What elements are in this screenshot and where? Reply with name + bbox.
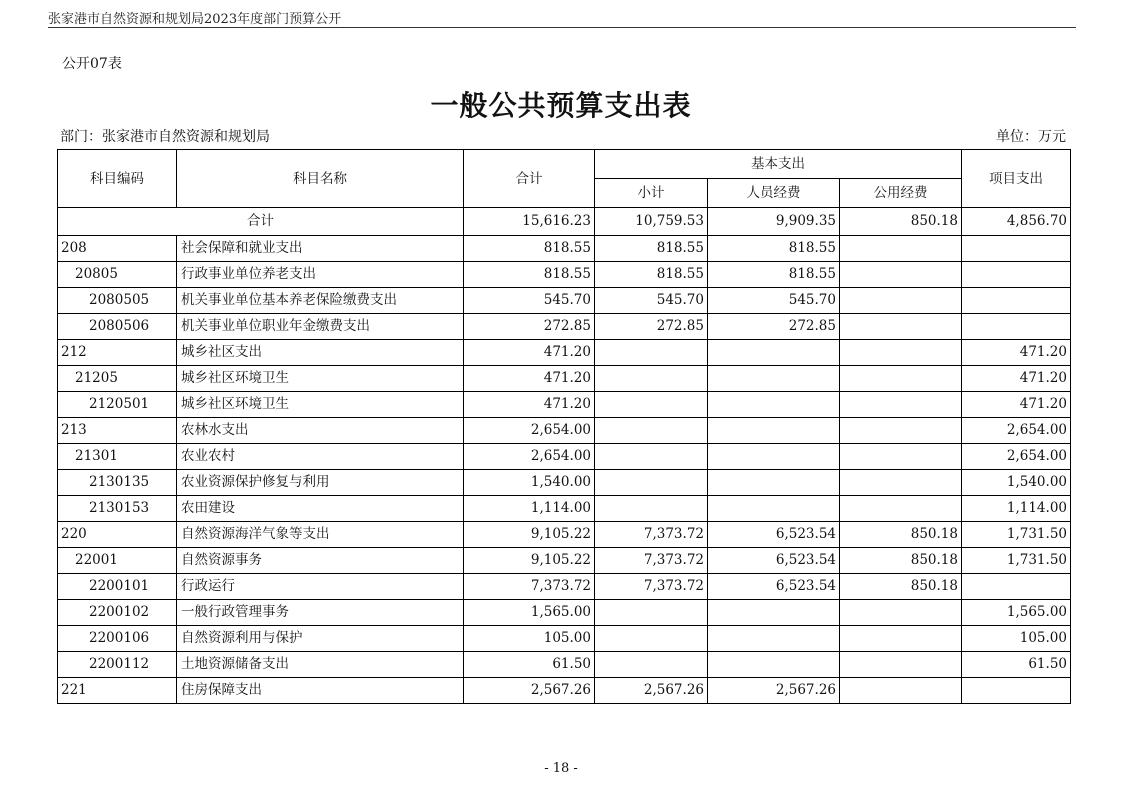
cell-total: 105.00 <box>464 626 595 652</box>
cell-personnel <box>708 470 840 496</box>
cell-total: 2,567.26 <box>464 678 595 704</box>
cell-public <box>840 262 962 288</box>
unit-label: 单位：万元 <box>996 129 1066 145</box>
cell-code: 2200106 <box>58 626 177 652</box>
cell-project: 2,654.00 <box>962 444 1071 470</box>
cell-name: 自然资源利用与保护 <box>177 626 464 652</box>
table-row <box>58 522 1071 548</box>
cell-public <box>840 652 962 678</box>
cell-code: 2200101 <box>58 574 177 600</box>
cell-project <box>962 262 1071 288</box>
cell-personnel: 6,523.54 <box>708 522 840 548</box>
totals-total: 15,616.23 <box>464 208 595 236</box>
cell-subtotal <box>595 652 708 678</box>
cell-code: 2080506 <box>58 314 177 340</box>
cell-personnel: 545.70 <box>708 288 840 314</box>
table-row <box>58 236 1071 262</box>
table-row <box>58 262 1071 288</box>
cell-personnel <box>708 340 840 366</box>
cell-name: 行政运行 <box>177 574 464 600</box>
col-header-subtotal: 小计 <box>595 179 708 208</box>
cell-name: 自然资源海洋气象等支出 <box>177 522 464 548</box>
col-header-total: 合计 <box>464 150 595 208</box>
cell-public <box>840 626 962 652</box>
cell-total: 1,540.00 <box>464 470 595 496</box>
cell-public: 850.18 <box>840 548 962 574</box>
cell-name: 住房保障支出 <box>177 678 464 704</box>
table-row <box>58 314 1071 340</box>
cell-name: 农业农村 <box>177 444 464 470</box>
cell-code: 2130135 <box>58 470 177 496</box>
cell-public <box>840 288 962 314</box>
cell-project: 471.20 <box>962 392 1071 418</box>
cell-personnel <box>708 418 840 444</box>
totals-label: 合计 <box>58 208 464 236</box>
cell-code: 2200102 <box>58 600 177 626</box>
cell-name: 社会保障和就业支出 <box>177 236 464 262</box>
cell-total: 545.70 <box>464 288 595 314</box>
cell-personnel: 6,523.54 <box>708 548 840 574</box>
cell-personnel: 818.55 <box>708 236 840 262</box>
cell-public <box>840 496 962 522</box>
cell-subtotal: 818.55 <box>595 236 708 262</box>
table-row <box>58 626 1071 652</box>
cell-code: 2080505 <box>58 288 177 314</box>
col-header-public: 公用经费 <box>840 179 962 208</box>
cell-public <box>840 444 962 470</box>
cell-subtotal: 7,373.72 <box>595 548 708 574</box>
table-row <box>58 652 1071 678</box>
cell-total: 818.55 <box>464 236 595 262</box>
cell-subtotal <box>595 496 708 522</box>
header-rule <box>48 27 1076 28</box>
cell-code: 2130153 <box>58 496 177 522</box>
page-title: 一般公共预算支出表 <box>430 89 692 122</box>
table-row <box>58 340 1071 366</box>
table-row <box>58 548 1071 574</box>
cell-project: 1,731.50 <box>962 548 1071 574</box>
cell-code: 21205 <box>58 366 177 392</box>
cell-name: 一般行政管理事务 <box>177 600 464 626</box>
cell-public <box>840 470 962 496</box>
table-row <box>58 600 1071 626</box>
cell-code: 208 <box>58 236 177 262</box>
cell-project: 105.00 <box>962 626 1071 652</box>
cell-total: 9,105.22 <box>464 548 595 574</box>
cell-subtotal <box>595 444 708 470</box>
cell-subtotal <box>595 600 708 626</box>
cell-subtotal: 2,567.26 <box>595 678 708 704</box>
cell-project: 1,731.50 <box>962 522 1071 548</box>
cell-subtotal: 272.85 <box>595 314 708 340</box>
cell-total: 61.50 <box>464 652 595 678</box>
cell-name: 自然资源事务 <box>177 548 464 574</box>
cell-personnel <box>708 626 840 652</box>
cell-total: 9,105.22 <box>464 522 595 548</box>
cell-personnel: 272.85 <box>708 314 840 340</box>
table-row <box>58 366 1071 392</box>
table-row <box>58 392 1071 418</box>
cell-code: 2120501 <box>58 392 177 418</box>
cell-subtotal: 545.70 <box>595 288 708 314</box>
cell-total: 2,654.00 <box>464 418 595 444</box>
cell-code: 213 <box>58 418 177 444</box>
cell-code: 221 <box>58 678 177 704</box>
cell-name: 机关事业单位职业年金缴费支出 <box>177 314 464 340</box>
table-row <box>58 470 1071 496</box>
table-row <box>58 678 1071 704</box>
cell-personnel <box>708 496 840 522</box>
table-row <box>58 496 1071 522</box>
cell-total: 1,114.00 <box>464 496 595 522</box>
cell-name: 城乡社区环境卫生 <box>177 392 464 418</box>
cell-name: 城乡社区支出 <box>177 340 464 366</box>
cell-public <box>840 418 962 444</box>
cell-personnel <box>708 366 840 392</box>
cell-personnel <box>708 392 840 418</box>
budget-table <box>57 149 1071 704</box>
table-row <box>58 418 1071 444</box>
cell-name: 城乡社区环境卫生 <box>177 366 464 392</box>
col-header-code: 科目编码 <box>58 150 177 208</box>
cell-name: 机关事业单位基本养老保险缴费支出 <box>177 288 464 314</box>
table-row <box>58 574 1071 600</box>
cell-name: 土地资源储备支出 <box>177 652 464 678</box>
cell-project: 2,654.00 <box>962 418 1071 444</box>
cell-public <box>840 600 962 626</box>
col-header-personnel: 人员经费 <box>708 179 840 208</box>
cell-total: 818.55 <box>464 262 595 288</box>
col-header-basic: 基本支出 <box>595 150 962 179</box>
cell-total: 2,654.00 <box>464 444 595 470</box>
cell-project <box>962 678 1071 704</box>
col-header-project: 项目支出 <box>962 150 1071 208</box>
cell-name: 农林水支出 <box>177 418 464 444</box>
cell-total: 272.85 <box>464 314 595 340</box>
cell-total: 471.20 <box>464 392 595 418</box>
cell-public: 850.18 <box>840 522 962 548</box>
cell-name: 农业资源保护修复与利用 <box>177 470 464 496</box>
cell-subtotal <box>595 366 708 392</box>
cell-project: 61.50 <box>962 652 1071 678</box>
cell-public <box>840 366 962 392</box>
table-header-row <box>58 150 1071 179</box>
cell-public <box>840 314 962 340</box>
cell-subtotal: 7,373.72 <box>595 574 708 600</box>
cell-personnel <box>708 444 840 470</box>
department-label: 部门：张家港市自然资源和规划局 <box>60 129 270 145</box>
cell-project <box>962 236 1071 262</box>
totals-public: 850.18 <box>840 208 962 236</box>
cell-public <box>840 340 962 366</box>
cell-public <box>840 678 962 704</box>
cell-project <box>962 574 1071 600</box>
cell-total: 471.20 <box>464 366 595 392</box>
cell-personnel: 818.55 <box>708 262 840 288</box>
page-number: - 18 - <box>544 761 578 776</box>
cell-project: 1,565.00 <box>962 600 1071 626</box>
cell-personnel <box>708 652 840 678</box>
cell-project: 471.20 <box>962 366 1071 392</box>
cell-subtotal: 7,373.72 <box>595 522 708 548</box>
cell-total: 7,373.72 <box>464 574 595 600</box>
cell-code: 220 <box>58 522 177 548</box>
cell-subtotal: 818.55 <box>595 262 708 288</box>
cell-subtotal <box>595 626 708 652</box>
cell-subtotal <box>595 340 708 366</box>
totals-subtotal: 10,759.53 <box>595 208 708 236</box>
cell-project: 1,114.00 <box>962 496 1071 522</box>
cell-name: 农田建设 <box>177 496 464 522</box>
cell-total: 471.20 <box>464 340 595 366</box>
cell-name: 行政事业单位养老支出 <box>177 262 464 288</box>
cell-code: 212 <box>58 340 177 366</box>
cell-code: 2200112 <box>58 652 177 678</box>
cell-code: 20805 <box>58 262 177 288</box>
cell-subtotal <box>595 418 708 444</box>
totals-row <box>58 208 1071 236</box>
cell-subtotal <box>595 470 708 496</box>
totals-project: 4,856.70 <box>962 208 1071 236</box>
totals-personnel: 9,909.35 <box>708 208 840 236</box>
cell-project: 471.20 <box>962 340 1071 366</box>
cell-personnel <box>708 600 840 626</box>
cell-total: 1,565.00 <box>464 600 595 626</box>
cell-personnel: 2,567.26 <box>708 678 840 704</box>
table-row <box>58 288 1071 314</box>
col-header-name: 科目名称 <box>177 150 464 208</box>
table-row <box>58 444 1071 470</box>
cell-project: 1,540.00 <box>962 470 1071 496</box>
cell-public <box>840 392 962 418</box>
doc-code: 公开07表 <box>62 56 122 72</box>
cell-personnel: 6,523.54 <box>708 574 840 600</box>
cell-public: 850.18 <box>840 574 962 600</box>
cell-public <box>840 236 962 262</box>
running-header: 张家港市自然资源和规划局2023年度部门预算公开 <box>48 12 342 27</box>
cell-subtotal <box>595 392 708 418</box>
cell-code: 22001 <box>58 548 177 574</box>
cell-project <box>962 288 1071 314</box>
cell-project <box>962 314 1071 340</box>
cell-code: 21301 <box>58 444 177 470</box>
